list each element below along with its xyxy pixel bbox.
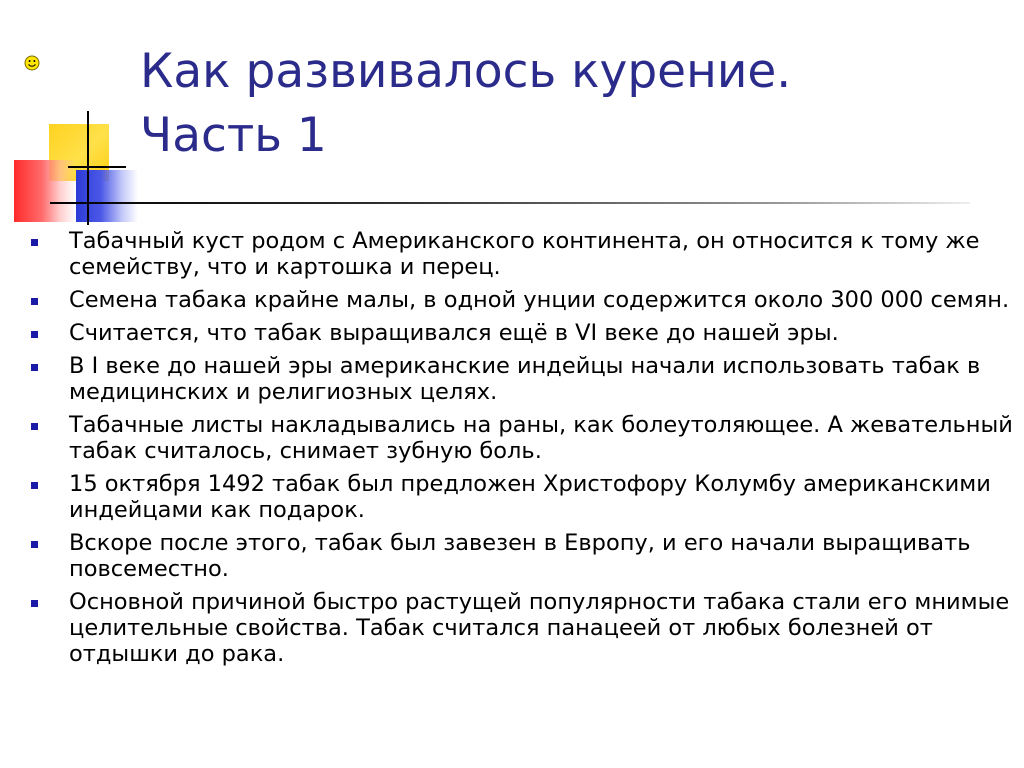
bullet-square-icon [31,541,38,548]
bullet-text: Семена табака крайне малы, в одной унции содержится около 300 000 семян. [69,287,1010,313]
bullet-text: 15 октября 1492 табак был предложен Христофору Колумбу американскими индейцами как подарок. [69,471,991,523]
decorative-blue-square [76,170,138,222]
title-line-2: Часть 1 [140,108,327,163]
smiley-face-icon [24,55,40,71]
decorative-vertical-line [87,111,89,225]
bullet-square-icon [31,364,38,371]
bullet-text: Табачный куст родом с Американского континента, он относится к тому же семейству, что и картошка и перец. [69,228,980,280]
decorative-red-square [14,160,76,222]
bullet-item [30,412,1020,464]
bullet-text: Основной причиной быстро растущей популярности табака стали его мнимые целительные свойства. Табак считался панацеей от любых болезней от отдышки до рака. [69,589,1010,667]
decorative-short-horizontal-line [68,166,126,168]
bullet-square-icon [31,239,38,246]
bullet-text: Табачные листы накладывались на раны, как болеутоляющее. А жевательный табак считалось, снимает зубную боль. [69,412,1013,464]
bullet-square-icon [31,482,38,489]
bullet-text: Вскоре после этого, табак был завезен в Европу, и его начали выращивать повсеместно. [69,530,971,582]
bullet-item [30,353,1020,405]
title-line-1: Как развивалось курение. [140,44,792,99]
bullet-item [30,287,1020,313]
bullet-item [30,471,1020,523]
bullet-item [30,320,1020,346]
bullet-item [30,589,1020,667]
bullet-item [30,530,1020,582]
bullet-square-icon [31,600,38,607]
slide-title [140,40,1000,168]
bullet-text: Считается, что табак выращивался ещё в VI веке до нашей эры. [69,320,839,346]
bullet-square-icon [31,298,38,305]
bullet-square-icon [31,423,38,430]
bullet-list [30,228,1020,674]
title-underline [50,202,970,204]
bullet-square-icon [31,331,38,338]
bullet-item [30,228,1020,280]
bullet-text: В I веке до нашей эры американские индейцы начали использовать табак в медицинских и религиозных целях. [69,353,981,405]
